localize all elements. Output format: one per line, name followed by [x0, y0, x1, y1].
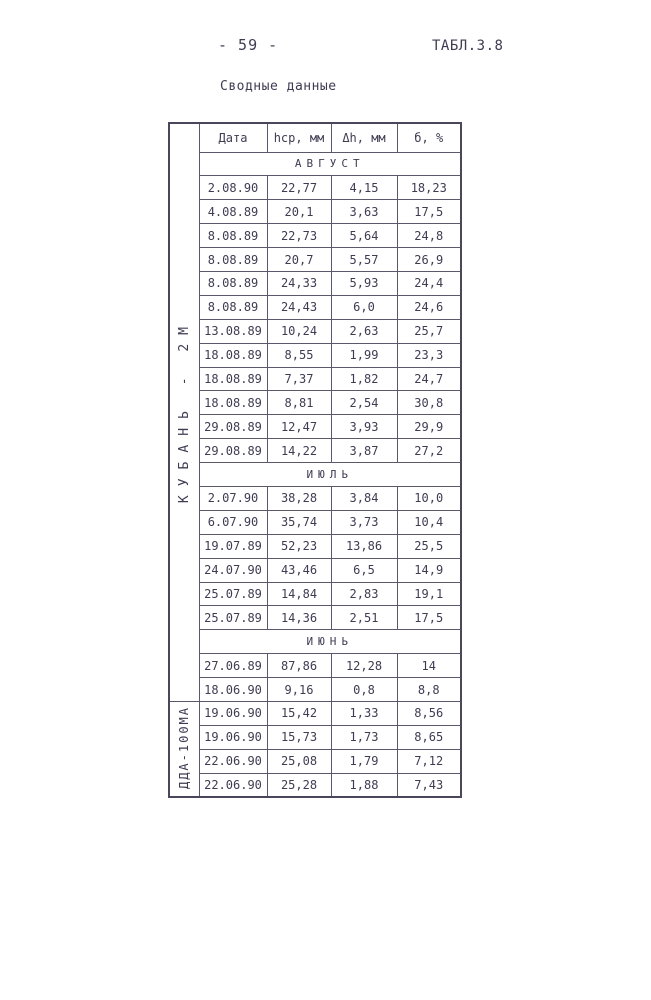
cell-delta-h: 1,33: [331, 701, 397, 725]
cell-date: 19.06.90: [199, 725, 267, 749]
cell-date: 18.08.89: [199, 367, 267, 391]
header-date: Дата: [199, 123, 267, 152]
cell-sigma: 10,4: [397, 510, 461, 534]
table-row: [169, 582, 461, 606]
header-sigma: б, %: [397, 123, 461, 152]
cell-h-avg: 12,47: [267, 415, 331, 439]
cell-h-avg: 9,16: [267, 678, 331, 702]
month-label: АВГУСТ: [199, 152, 461, 176]
cell-sigma: 23,3: [397, 343, 461, 367]
cell-sigma: 17,5: [397, 606, 461, 630]
cell-h-avg: 14,22: [267, 439, 331, 463]
cell-delta-h: 12,28: [331, 654, 397, 678]
cell-h-avg: 15,42: [267, 701, 331, 725]
table-row: [169, 678, 461, 702]
cell-delta-h: 5,93: [331, 271, 397, 295]
cell-date: 29.08.89: [199, 439, 267, 463]
cell-delta-h: 5,64: [331, 224, 397, 248]
side-label-dda: ДДА-100МА: [177, 706, 192, 790]
table-row: [169, 534, 461, 558]
cell-h-avg: 24,43: [267, 295, 331, 319]
table-row: [169, 391, 461, 415]
cell-sigma: 24,6: [397, 295, 461, 319]
cell-date: 27.06.89: [199, 654, 267, 678]
table-row: [169, 701, 461, 725]
cell-h-avg: 15,73: [267, 725, 331, 749]
cell-sigma: 29,9: [397, 415, 461, 439]
cell-delta-h: 3,63: [331, 200, 397, 224]
table-row: [169, 367, 461, 391]
month-row: [169, 463, 461, 487]
cell-h-avg: 20,1: [267, 200, 331, 224]
cell-delta-h: 2,63: [331, 319, 397, 343]
page-number: - 59 -: [218, 36, 279, 54]
cell-h-avg: 38,28: [267, 486, 331, 510]
cell-date: 6.07.90: [199, 510, 267, 534]
table-header-row: [169, 123, 461, 152]
month-row: [169, 630, 461, 654]
cell-h-avg: 22,73: [267, 224, 331, 248]
header-h-avg: hср, мм: [267, 123, 331, 152]
table-row: [169, 176, 461, 200]
cell-delta-h: 3,93: [331, 415, 397, 439]
cell-delta-h: 3,87: [331, 439, 397, 463]
table-row: [169, 510, 461, 534]
cell-sigma: 24,4: [397, 271, 461, 295]
month-row: [169, 152, 461, 176]
cell-sigma: 24,7: [397, 367, 461, 391]
table-reference: ТАБЛ.3.8: [432, 38, 504, 54]
table-row: [169, 343, 461, 367]
table-row: [169, 439, 461, 463]
table-row: [169, 200, 461, 224]
cell-delta-h: 6,5: [331, 558, 397, 582]
cell-delta-h: 6,0: [331, 295, 397, 319]
table-row: [169, 319, 461, 343]
cell-sigma: 8,56: [397, 701, 461, 725]
side-label-cell-kuban: [169, 123, 199, 701]
cell-sigma: 24,8: [397, 224, 461, 248]
cell-date: 18.08.89: [199, 391, 267, 415]
cell-delta-h: 3,73: [331, 510, 397, 534]
cell-date: 4.08.89: [199, 200, 267, 224]
summary-table: [168, 122, 462, 798]
cell-sigma: 19,1: [397, 582, 461, 606]
cell-sigma: 25,5: [397, 534, 461, 558]
side-label-kuban: КУБАНЬ - 2М: [176, 318, 192, 504]
cell-h-avg: 24,33: [267, 271, 331, 295]
cell-h-avg: 43,46: [267, 558, 331, 582]
cell-delta-h: 3,84: [331, 486, 397, 510]
cell-date: 22.06.90: [199, 749, 267, 773]
table-row: [169, 606, 461, 630]
cell-delta-h: 0,8: [331, 678, 397, 702]
table-row: [169, 725, 461, 749]
cell-date: 25.07.89: [199, 582, 267, 606]
cell-h-avg: 52,23: [267, 534, 331, 558]
cell-date: 2.07.90: [199, 486, 267, 510]
cell-date: 18.08.89: [199, 343, 267, 367]
cell-h-avg: 22,77: [267, 176, 331, 200]
header-delta-h: Δh, мм: [331, 123, 397, 152]
cell-date: 2.08.90: [199, 176, 267, 200]
cell-date: 25.07.89: [199, 606, 267, 630]
cell-date: 19.06.90: [199, 701, 267, 725]
cell-delta-h: 1,82: [331, 367, 397, 391]
cell-sigma: 26,9: [397, 248, 461, 272]
table-row: [169, 295, 461, 319]
cell-delta-h: 2,51: [331, 606, 397, 630]
cell-h-avg: 7,37: [267, 367, 331, 391]
cell-date: 18.06.90: [199, 678, 267, 702]
cell-delta-h: 1,79: [331, 749, 397, 773]
cell-delta-h: 13,86: [331, 534, 397, 558]
cell-sigma: 30,8: [397, 391, 461, 415]
cell-delta-h: 5,57: [331, 248, 397, 272]
cell-sigma: 7,12: [397, 749, 461, 773]
cell-sigma: 25,7: [397, 319, 461, 343]
cell-sigma: 17,5: [397, 200, 461, 224]
cell-date: 8.08.89: [199, 295, 267, 319]
table-row: [169, 773, 461, 797]
cell-h-avg: 35,74: [267, 510, 331, 534]
table-row: [169, 271, 461, 295]
cell-date: 8.08.89: [199, 248, 267, 272]
cell-sigma: 14,9: [397, 558, 461, 582]
cell-date: 22.06.90: [199, 773, 267, 797]
cell-h-avg: 14,36: [267, 606, 331, 630]
cell-h-avg: 25,28: [267, 773, 331, 797]
cell-date: 29.08.89: [199, 415, 267, 439]
month-label: ИЮЛЬ: [199, 463, 461, 487]
cell-sigma: 27,2: [397, 439, 461, 463]
cell-delta-h: 1,99: [331, 343, 397, 367]
cell-h-avg: 87,86: [267, 654, 331, 678]
cell-delta-h: 2,54: [331, 391, 397, 415]
cell-sigma: 14: [397, 654, 461, 678]
cell-h-avg: 8,81: [267, 391, 331, 415]
document-title: Сводные данные: [220, 79, 337, 94]
cell-h-avg: 8,55: [267, 343, 331, 367]
cell-sigma: 7,43: [397, 773, 461, 797]
table-row: [169, 749, 461, 773]
table-row: [169, 558, 461, 582]
side-label-cell-dda: [169, 701, 199, 797]
cell-delta-h: 1,73: [331, 725, 397, 749]
cell-sigma: 10,0: [397, 486, 461, 510]
cell-sigma: 8,65: [397, 725, 461, 749]
cell-h-avg: 20,7: [267, 248, 331, 272]
cell-delta-h: 4,15: [331, 176, 397, 200]
table-row: [169, 415, 461, 439]
month-label: ИЮНЬ: [199, 630, 461, 654]
summary-table-body: [169, 123, 461, 797]
cell-delta-h: 2,83: [331, 582, 397, 606]
cell-h-avg: 10,24: [267, 319, 331, 343]
table-row: [169, 248, 461, 272]
cell-h-avg: 14,84: [267, 582, 331, 606]
cell-sigma: 18,23: [397, 176, 461, 200]
cell-date: 13.08.89: [199, 319, 267, 343]
cell-delta-h: 1,88: [331, 773, 397, 797]
table-row: [169, 486, 461, 510]
table-row: [169, 654, 461, 678]
cell-date: 8.08.89: [199, 224, 267, 248]
cell-sigma: 8,8: [397, 678, 461, 702]
cell-date: 19.07.89: [199, 534, 267, 558]
table-row: [169, 224, 461, 248]
cell-date: 8.08.89: [199, 271, 267, 295]
cell-h-avg: 25,08: [267, 749, 331, 773]
cell-date: 24.07.90: [199, 558, 267, 582]
